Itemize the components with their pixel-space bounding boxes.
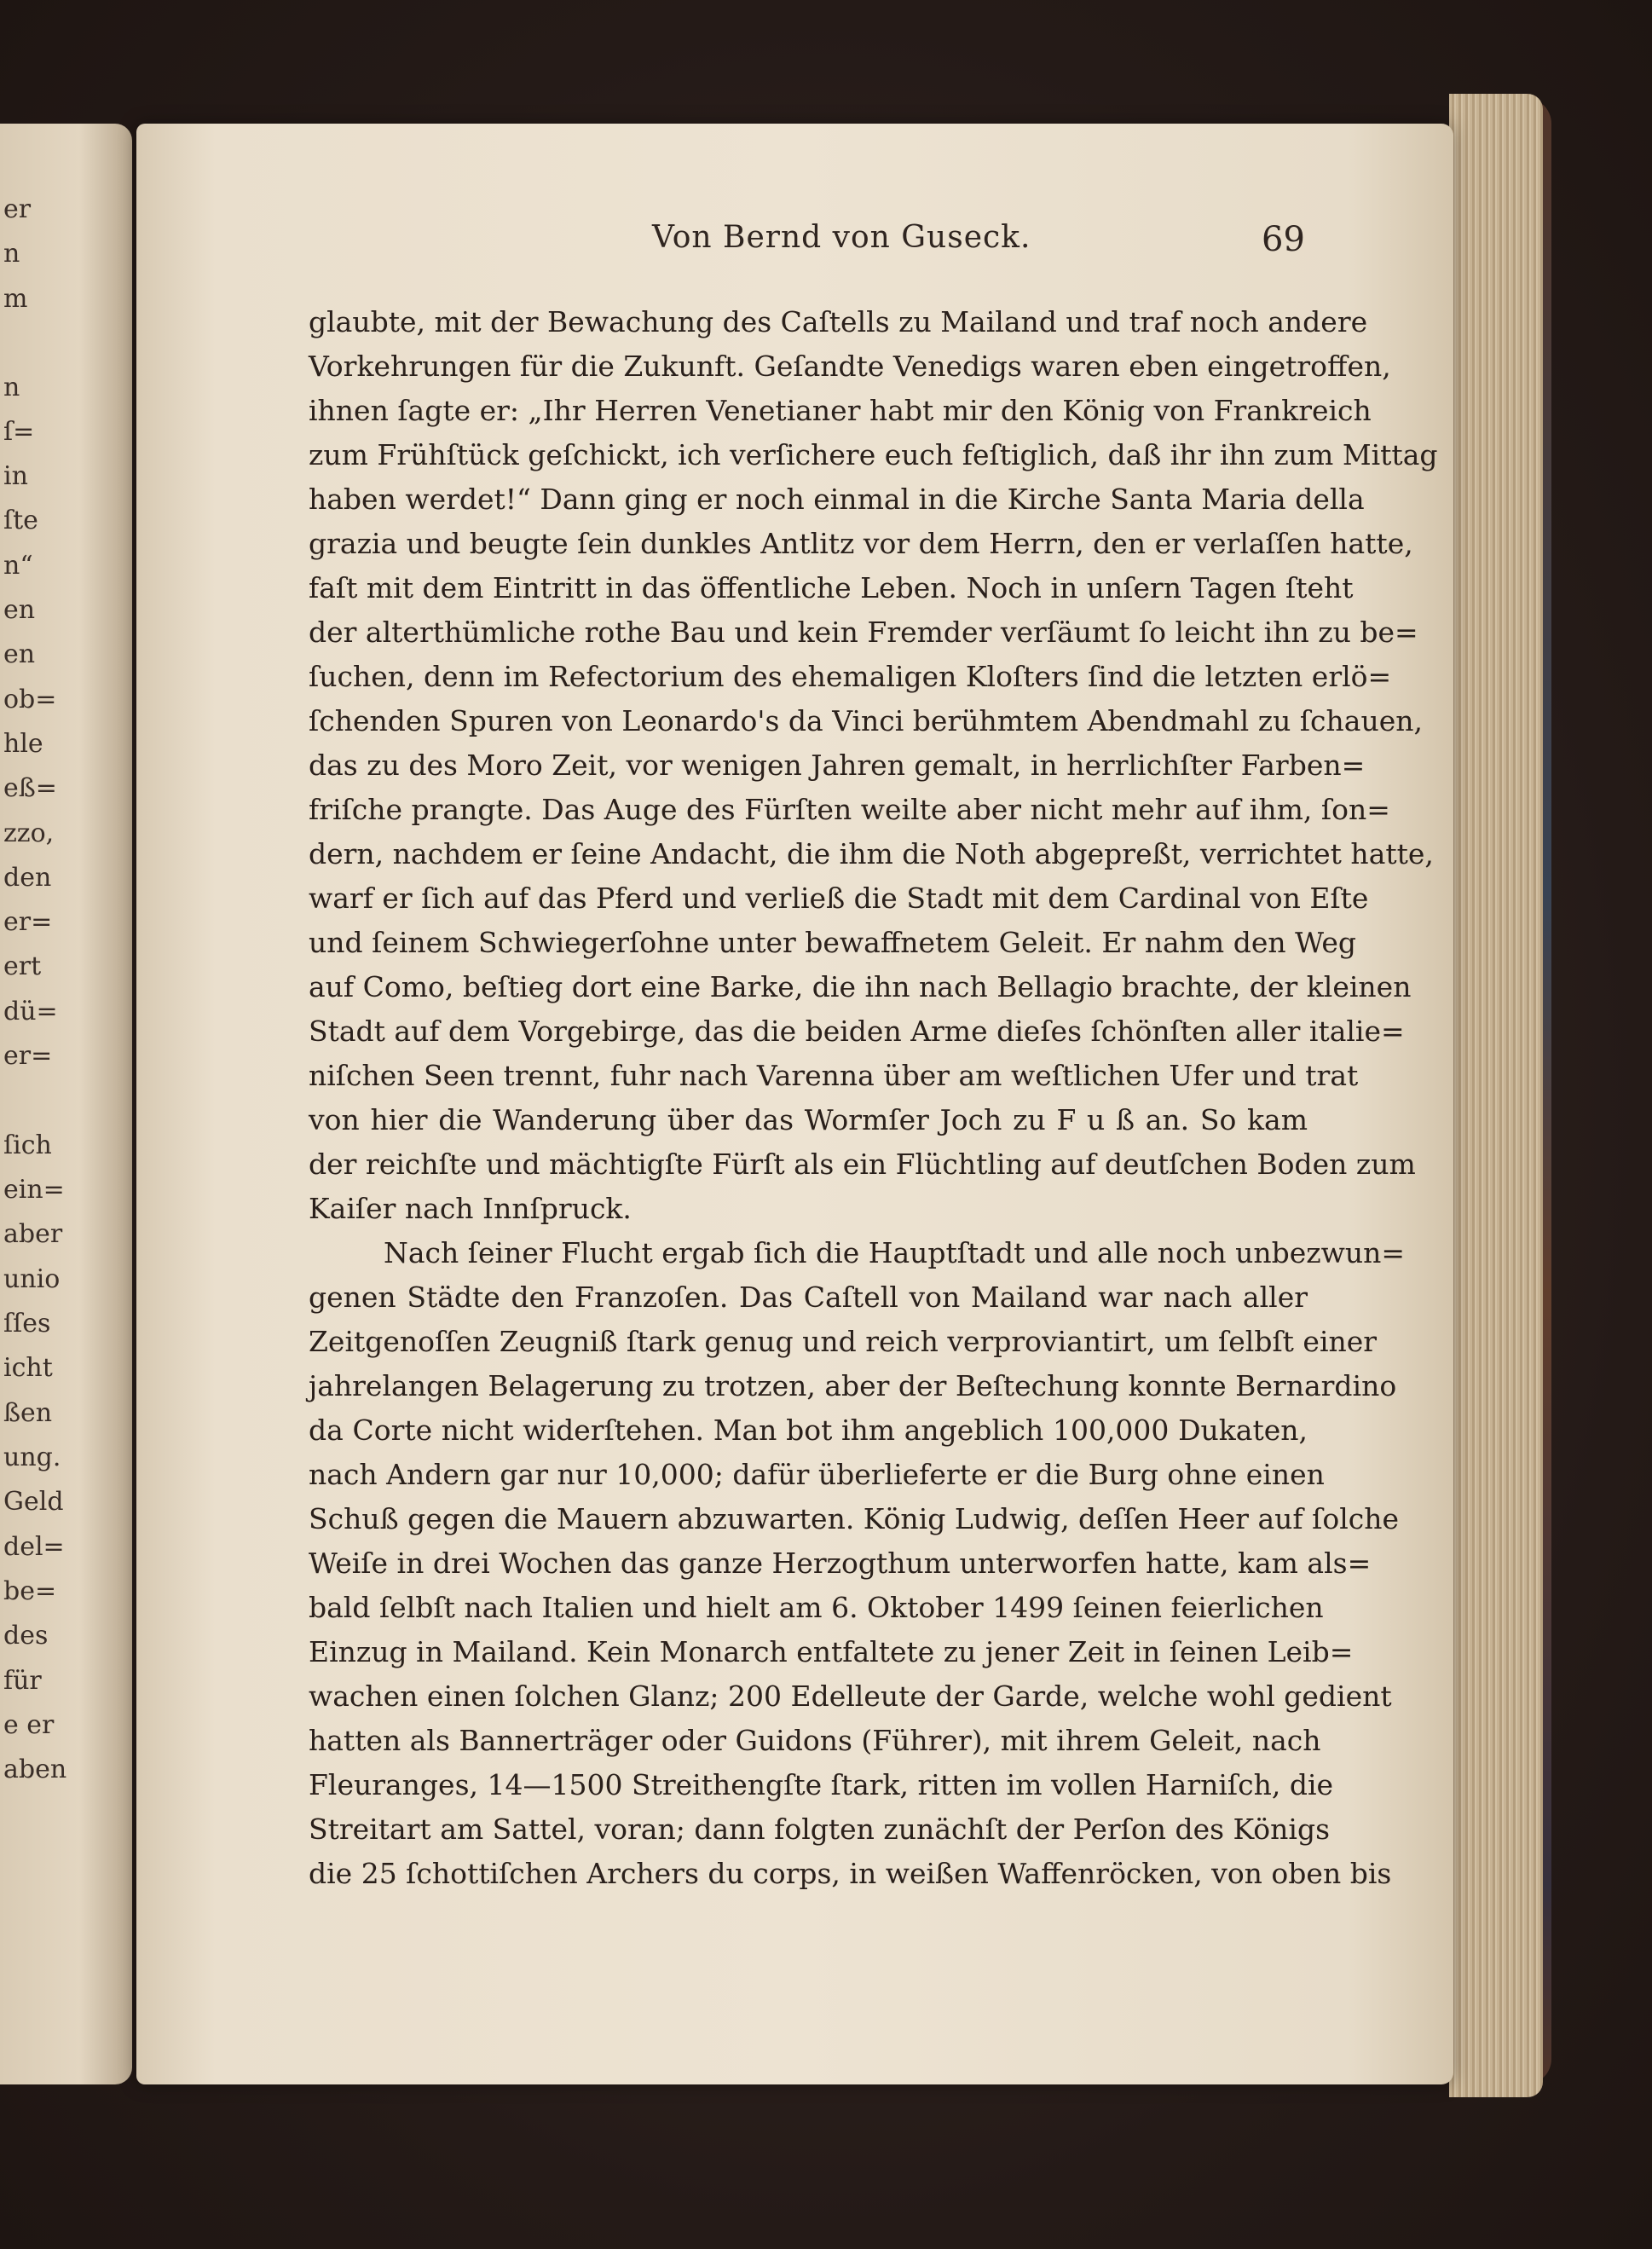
text-line: ihnen ſagte er: „Ihr Herren Venetianer habt mir den König von Frankreich [309, 394, 1372, 427]
text-line: grazia und beugte ſein dunkles Antlitz vor dem Herrn, den er verlaſſen hatte, [309, 527, 1413, 560]
text-line: von hier die Wanderung über das Wormſer Joch zu F u ß an. So kam [309, 1103, 1308, 1136]
left-page-text-fragment: in [3, 461, 28, 491]
text-line: nach Andern gar nur 10,000; dafür überlieferte er die Burg ohne einen [309, 1458, 1325, 1491]
left-page-text-fragment: e er [3, 1710, 55, 1740]
left-page-text-fragment: en [3, 639, 36, 669]
left-page-text-fragment: zzo, [3, 818, 55, 848]
text-line: faſt mit dem Eintritt in das öffentliche Leben. Noch in unſern Tagen ſteht [309, 571, 1354, 604]
text-line: der reichſte und mächtigſte Fürſt als ein Flüchtling auf deutſchen Boden zum [309, 1148, 1416, 1181]
left-page-text-fragment: er= [3, 907, 53, 937]
text-line: ſuchen, denn im Refectorium des ehemaligen Kloſters ſind die letzten erlö= [309, 660, 1392, 693]
left-page-text-fragment: aber [3, 1219, 63, 1249]
running-head: Von Bernd von Guseck. [652, 220, 1031, 255]
left-page-text-fragment: eß= [3, 773, 57, 803]
text-line: ſchenden Spuren von Leonardo's da Vinci berühmtem Abendmahl zu ſchauen, [309, 704, 1423, 737]
left-page-text-fragment: unio [3, 1264, 61, 1294]
left-page-text-fragment: Geld [3, 1487, 64, 1517]
text-line: haben werdet!“ Dann ging er noch einmal in die Kirche Santa Maria della [309, 483, 1365, 516]
text-line: bald ſelbſt nach Italien und hielt am 6. Oktober 1499 ſeinen feierlichen [309, 1591, 1324, 1624]
text-line: dern, nachdem er ſeine Andacht, die ihm die Noth abgepreßt, verrichtet hatte, [309, 837, 1434, 870]
text-line: genen Städte den Franzoſen. Das Caſtell von Mailand war nach aller [309, 1281, 1308, 1314]
text-line: glaubte, mit der Bewachung des Caſtells zu Mailand und traf noch andere [309, 305, 1368, 338]
left-page-text-fragment: be= [3, 1576, 57, 1606]
left-page-text-fragment: del= [3, 1532, 65, 1562]
left-page-text-fragment: ſſes [3, 1309, 51, 1338]
text-line: das zu des Moro Zeit, vor wenigen Jahren gemalt, in herrlichſter Farben= [309, 749, 1366, 782]
text-line: Schuß gegen die Mauern abzuwarten. König Ludwig, deſſen Heer auf ſolche [309, 1502, 1400, 1535]
left-page-text-fragment: des [3, 1621, 49, 1651]
page-number: 69 [1262, 220, 1305, 259]
paragraph [309, 1231, 1406, 1896]
text-line: die 25 ſchottiſchen Archers du corps, in weißen Waffenröcken, von oben bis [309, 1857, 1392, 1890]
left-page-text-fragment: ein= [3, 1175, 65, 1205]
text-line: Nach ſeiner Flucht ergab ſich die Hauptſtadt und alle noch unbezwun= [384, 1236, 1406, 1269]
page-header [0, 220, 1652, 271]
text-line: Fleuranges, 14—1500 Streithengſte ſtark, ritten im vollen Harniſch, die [309, 1768, 1334, 1801]
left-page-text-fragment: aben [3, 1755, 67, 1784]
text-line: niſchen Seen trennt, fuhr nach Varenna über am weſtlichen Ufer und trat [309, 1059, 1359, 1092]
left-page-text-fragment: m [3, 284, 28, 314]
left-page-text-fragment: dü= [3, 997, 58, 1026]
text-line: hatten als Bannerträger oder Guidons (Führer), mit ihrem Geleit, nach [309, 1724, 1321, 1757]
text-line: Vorkehrungen für die Zukunft. Geſandte Venedigs waren eben eingetroffen, [309, 350, 1391, 383]
text-line: Stadt auf dem Vorgebirge, das die beiden Arme dieſes ſchönſten aller italie= [309, 1015, 1405, 1048]
text-line: und ſeinem Schwiegerſohne unter bewaffnetem Geleit. Er nahm den Weg [309, 926, 1356, 959]
left-page-text-fragment: ſich [3, 1130, 52, 1160]
text-line: auf Como, beſtieg dort eine Barke, die ihn nach Bellagio brachte, der kleinen [309, 970, 1412, 1003]
text-line: friſche prangte. Das Auge des Fürſten weilte aber nicht mehr auf ihm, ſon= [309, 793, 1390, 826]
text-line: jahrelangen Belagerung zu trotzen, aber der Beſtechung konnte Bernardino [309, 1369, 1397, 1402]
text-line: der alterthümliche rothe Bau und kein Fremder verſäumt ſo leicht ihn zu be= [309, 616, 1418, 649]
left-page-text-fragment: für [3, 1666, 42, 1696]
paragraph [309, 300, 1438, 1231]
text-line: warf er ſich auf das Pferd und verließ die Stadt mit dem Cardinal von Eſte [309, 882, 1369, 915]
text-line: Streitart am Sattel, voran; dann folgten zunächſt der Perſon des Königs [309, 1812, 1331, 1846]
text-line: Weiſe in drei Wochen das ganze Herzogthum unterworfen hatte, kam als= [309, 1547, 1372, 1580]
left-page-text-fragment: en [3, 595, 36, 625]
left-page-text-fragment: er [3, 194, 32, 224]
text-line: zum Frühſtück geſchickt, ich verſichere euch feſtiglich, daß ihr ihn zum Mittag [309, 438, 1438, 471]
body-text [309, 300, 1438, 1896]
left-page-text-fragment: ſ= [3, 417, 35, 447]
left-page-text-fragment: n [3, 373, 20, 402]
text-line: wachen einen ſolchen Glanz; 200 Edelleute der Garde, welche wohl gedient [309, 1680, 1392, 1713]
text-line: Einzug in Mailand. Kein Monarch entfaltete zu jener Zeit in ſeinen Leib= [309, 1635, 1354, 1668]
left-page-text-fragment: ſte [3, 506, 38, 535]
page-edges [1449, 94, 1543, 2097]
left-page-text-fragment: ob= [3, 685, 57, 714]
left-page-text-fragment: den [3, 863, 52, 893]
left-page-text-fragment: icht [3, 1353, 53, 1383]
text-line: da Corte nicht widerſtehen. Man bot ihm angeblich 100,000 Dukaten, [309, 1414, 1308, 1447]
left-page-text-fragment: ert [3, 951, 42, 981]
left-page-text-fragment: hle [3, 729, 43, 759]
left-page-text-fragment: ßen [3, 1398, 53, 1428]
text-line: Kaiſer nach Innſpruck. [309, 1192, 632, 1225]
left-page-edge [0, 124, 132, 2084]
left-page-text-fragment: er= [3, 1041, 53, 1071]
left-page-text-fragment: n [3, 239, 20, 269]
left-page-text-fragment: n“ [3, 551, 33, 581]
text-line: Zeitgenoſſen Zeugniß ſtark genug und reich verproviantirt, um ſelbſt einer [309, 1325, 1378, 1358]
left-page-text-fragment: ung. [3, 1442, 61, 1472]
